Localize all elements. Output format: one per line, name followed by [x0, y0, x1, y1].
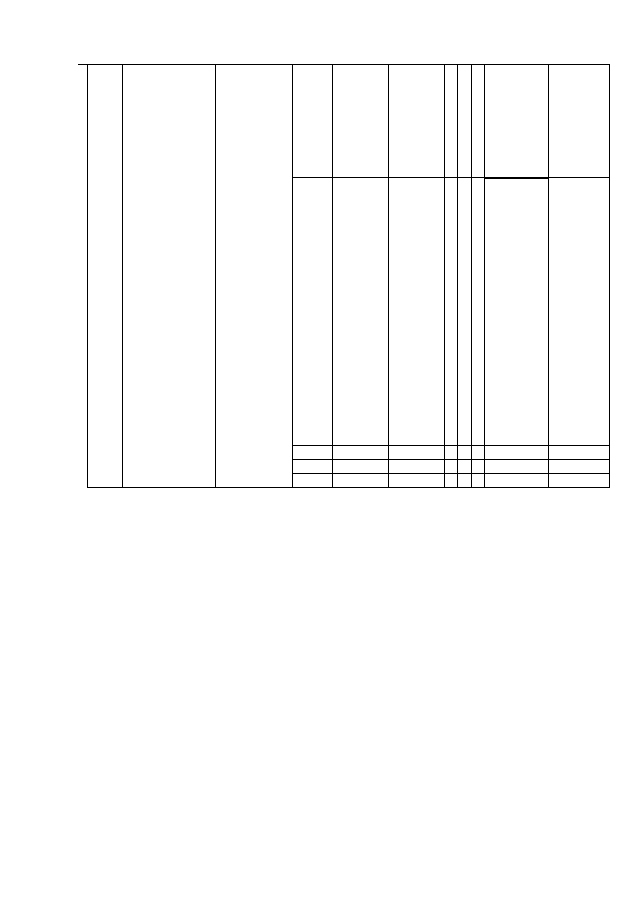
value-cell [389, 474, 445, 488]
value-cell [471, 178, 484, 446]
value-cell [445, 446, 458, 460]
value-cell [458, 446, 471, 460]
desc-cell-top [484, 65, 548, 178]
desc-cell-2021 [484, 178, 548, 446]
subprogram-table-continuation [87, 64, 610, 488]
year-cell [292, 460, 333, 474]
value-cell [389, 446, 445, 460]
value-cell [471, 474, 484, 488]
value-cell [458, 474, 471, 488]
year-cell [292, 178, 333, 446]
value-cell [445, 474, 458, 488]
desc-cell [484, 446, 548, 460]
value-cell [471, 446, 484, 460]
value-cell [471, 460, 484, 474]
total-cell [333, 474, 389, 488]
total-cell [333, 178, 389, 446]
value-cell [445, 460, 458, 474]
total-cell [333, 446, 389, 460]
value-cell [458, 460, 471, 474]
desc-value-2021 [485, 178, 548, 179]
desc-cell [484, 474, 548, 488]
desc-cell [484, 460, 548, 474]
value-cell [389, 178, 445, 446]
total-cell [333, 460, 389, 474]
year-cell [292, 474, 333, 488]
year-cell [292, 446, 333, 460]
value-cell [458, 178, 471, 446]
value-cell [445, 178, 458, 446]
value-cell [389, 460, 445, 474]
